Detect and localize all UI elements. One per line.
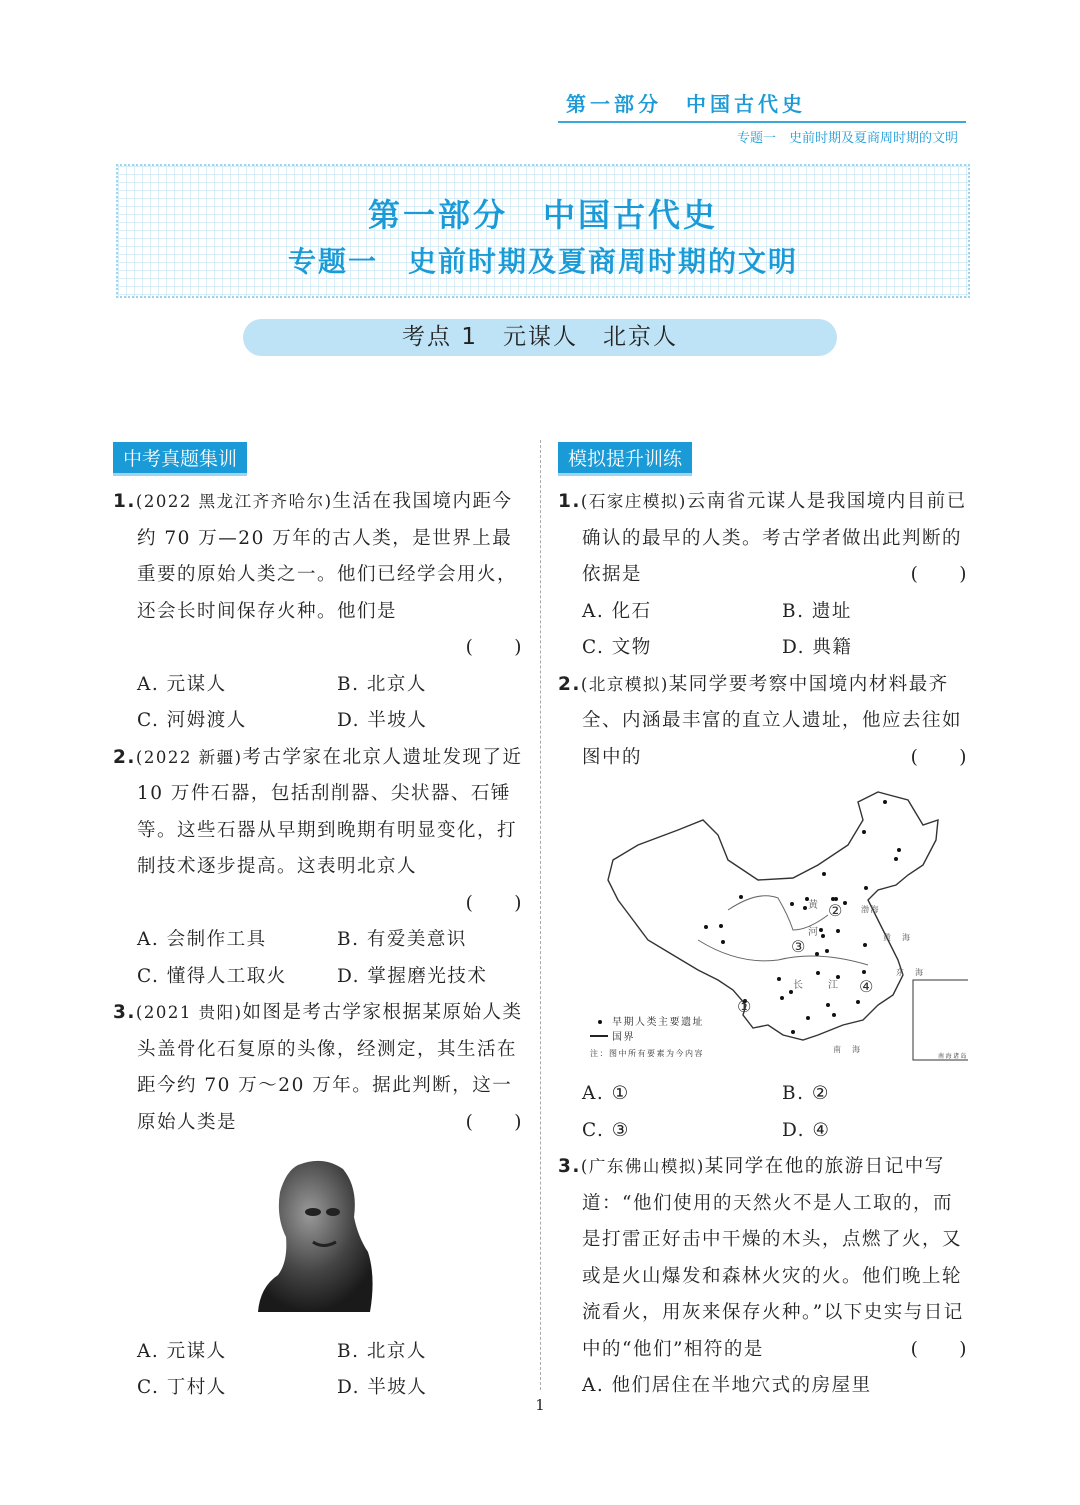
banner-title: 第一部分 中国古代史 — [367, 196, 718, 234]
answer-bracket[interactable]: ( ) — [465, 637, 523, 658]
question-source: (石家庄模拟) — [580, 492, 687, 511]
china-sites-map — [578, 790, 968, 1070]
question-number: 2. — [113, 746, 136, 768]
option-c[interactable]: C. ③ — [582, 1119, 630, 1141]
answer-bracket[interactable]: ( ) — [910, 746, 968, 768]
question — [558, 1149, 968, 1405]
peking-man-bust-image — [113, 1157, 523, 1326]
question — [113, 740, 523, 996]
map-label-huang: 黄 — [808, 900, 820, 911]
option-b[interactable]: B. 有爱美意识 — [337, 929, 467, 950]
legend-border: 国界 — [612, 1032, 635, 1043]
map-label-jiang: 江 — [828, 980, 840, 991]
section-label: 模拟提升训练 — [558, 442, 692, 476]
option-c[interactable]: C. 懂得人工取火 — [137, 965, 287, 987]
map-note: 注：图中所有要素为今内容 — [590, 1049, 704, 1058]
map-label-bohai: 渤海 — [861, 905, 880, 914]
option-a[interactable]: A. ① — [582, 1083, 630, 1104]
question-number: 2. — [558, 673, 581, 695]
question-text: 如图是考古学家根据某原始人类头盖骨化石复原的头像，经测定，其生活在距今约 70 万～20 万年。据此判断，这一原始人类是 — [137, 1002, 523, 1133]
legend-site: 早期人类主要遗址 — [612, 1017, 704, 1028]
question-text: 某同学在他的旅游日记中写道：“他们使用的天然火不是人工取的，而是打雷正好击中干燥的木头，点燃了火，又或是火山爆发和森林火灾的火。他们晚上轮流看火，用灰来保存火种。”以下史实与日记中的“他们”相符的是 — [582, 1156, 964, 1360]
running-header — [558, 88, 966, 146]
option-c[interactable]: C. 河姆渡人 — [137, 710, 247, 731]
option-d[interactable]: D. 半坡人 — [337, 710, 428, 731]
title-banner — [116, 164, 970, 298]
answer-bracket[interactable]: ( ) — [465, 1111, 523, 1133]
question-source: (广东佛山模拟) — [580, 1157, 705, 1176]
question — [558, 484, 968, 667]
question-text: 云南省元谋人是我国境内目前已确认的最早的人类。考古学者做出此判断的依据是 — [582, 491, 967, 585]
running-header-topic: 专题一 史前时期及夏商周时期的文明 — [736, 131, 958, 146]
answer-bracket[interactable]: ( ) — [465, 892, 523, 914]
option-d[interactable]: D. 掌握磨光技术 — [337, 965, 488, 987]
question-text: 生活在我国境内距今约 70 万—20 万年的古人类，是世界上最重要的原始人类之一。他们已经学会用火，还会长时间保存火种。他们是 — [137, 491, 518, 622]
option-b[interactable]: B. 遗址 — [782, 600, 852, 622]
map-label-huanghai: 黄 海 — [883, 933, 912, 942]
map-label-he: 河 — [808, 927, 820, 938]
option-c[interactable]: C. 文物 — [582, 637, 652, 658]
question-number: 1. — [558, 491, 581, 512]
site-dots — [704, 800, 901, 1034]
question — [113, 995, 523, 1407]
option-a[interactable]: A. 他们居住在半地穴式的房屋里 — [582, 1375, 872, 1396]
option-b[interactable]: B. 北京人 — [337, 1340, 427, 1362]
answer-bracket[interactable]: ( ) — [910, 564, 968, 585]
banner-subtitle: 专题一 史前时期及夏商周时期的文明 — [287, 245, 798, 278]
question-source: (2021 贵阳) — [135, 1003, 243, 1022]
column-divider — [540, 440, 541, 1390]
china-outline — [608, 792, 938, 1040]
answer-bracket[interactable]: ( ) — [910, 1338, 968, 1360]
page-number: 1 — [535, 1396, 545, 1414]
option-a[interactable]: A. 元谋人 — [137, 673, 227, 695]
question — [558, 667, 968, 1150]
map-label-nanhai: 南 海 — [833, 1045, 862, 1054]
option-a[interactable]: A. 会制作工具 — [137, 929, 267, 950]
south-sea-inset — [913, 980, 968, 1060]
marker-3: ③ — [791, 937, 807, 956]
right-column — [558, 442, 968, 1405]
map-label-donghai: 东 海 — [896, 968, 925, 977]
option-b[interactable]: B. ② — [782, 1083, 830, 1104]
option-d[interactable]: D. ④ — [782, 1119, 831, 1141]
legend-dot-icon — [598, 1020, 602, 1024]
marker-1: ① — [737, 997, 753, 1016]
header-rule — [558, 121, 966, 123]
question-number: 3. — [113, 1002, 136, 1023]
inset-label: 南海诸岛 — [938, 1053, 968, 1060]
option-b[interactable]: B. 北京人 — [337, 673, 427, 695]
question-text: 考古学家在北京人遗址发现了近 10 万件石器，包括刮削器、尖状器、石锤等。这些石器从早期到晚期有明显变化，打制技术逐步提高。这表明北京人 — [137, 746, 523, 877]
option-c[interactable]: C. 丁村人 — [137, 1377, 227, 1398]
question-number: 1. — [113, 491, 136, 512]
question-source: (北京模拟) — [580, 674, 669, 694]
option-a[interactable]: A. 化石 — [582, 600, 652, 622]
map-label-chang: 长 — [793, 980, 805, 991]
option-d[interactable]: D. 典籍 — [782, 637, 853, 658]
question-source: (2022 新疆) — [135, 747, 243, 767]
kaodian-heading: 考点 1 元谋人 北京人 — [243, 319, 837, 356]
question-source: (2022 黑龙江齐齐哈尔) — [135, 492, 333, 511]
marker-4: ④ — [859, 977, 875, 996]
question-number: 3. — [558, 1156, 581, 1177]
running-header-part: 第一部分 中国古代史 — [566, 92, 806, 116]
marker-2: ② — [828, 901, 844, 920]
left-column — [113, 442, 523, 1407]
question-text: 某同学要考察中国境内材料最齐全、内涵最丰富的直立人遗址，他应去往如图中的 — [582, 673, 963, 768]
site-markers — [737, 901, 875, 1016]
option-a[interactable]: A. 元谋人 — [137, 1340, 227, 1362]
section-label: 中考真题集训 — [113, 442, 247, 476]
question — [113, 484, 523, 740]
option-d[interactable]: D. 半坡人 — [337, 1377, 428, 1398]
